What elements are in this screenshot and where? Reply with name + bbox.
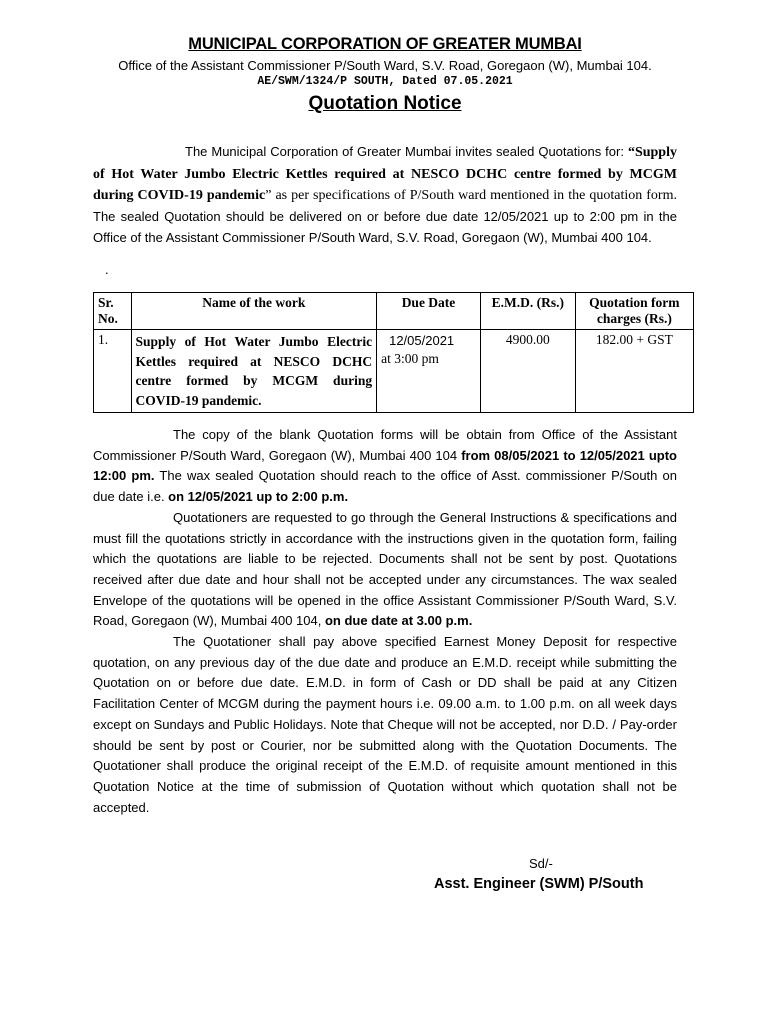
- reference-number: AE/SWM/1324/P SOUTH, Dated 07.05.2021: [257, 75, 513, 88]
- paragraph-form-availability: [93, 425, 677, 508]
- table-row: [94, 330, 694, 413]
- notice-body: [93, 425, 677, 818]
- row-due-date: 12/05/2021: [389, 333, 455, 348]
- header-due-date: Due Date: [377, 293, 481, 330]
- p2-text-a: Quotationers are requested to go through the General Instructions & specifications and must fill the quotations strictly in accordance with the instructions given in the quotation form, failing which the quotations are liable to be rejected. Documents shall not be sent by post. Quotations received after due date and hour shall not be accepted under any circumstances. The wax sealed Envelope of the quotations will be opened in the office Assistant Commissioner P/South Ward, S.V. Road, Goregaon (W), Mumbai 400 104,: [93, 509, 677, 629]
- row-work-name: Supply of Hot Water Jumbo Electric Kettles required at NESCO DCHC centre formed by MCGM during COVID-19 pandemic.: [131, 330, 377, 413]
- paragraph-instructions: [93, 508, 677, 632]
- row-form-charges: 182.00 + GST: [575, 330, 693, 413]
- organization-title: MUNICIPAL CORPORATION OF GREATER MUMBAI: [188, 35, 582, 53]
- table-header-row: [94, 293, 694, 330]
- row-sr-no: 1.: [94, 330, 132, 413]
- p1-text-c: The wax sealed Quotation should reach to the office of Asst. commissioner P/South on due date i.e.: [93, 468, 677, 505]
- row-due-cell: [377, 330, 481, 413]
- p3-text: The Quotationer shall pay above specified Earnest Money Deposit for respective quotation, on any previous day of the due date and produce an E.M.D. receipt while submitting the Quotation on or before due date. E.M.D. in form of Cash or DD shall be paid at any Citizen Facilitation Center of MCGM during the payment hours i.e. 09.00 a.m. to 1.00 p.m. on all week days except on Sundays and Public Holidays. Note that Cheque will not be accepted, nor D.D. / Pay-order should be sent by post or Courier, nor be submitted along with the Quotation Documents. The Quotationer shall produce the original receipt of the E.M.D. of requisite amount mentioned in this Quotation Notice at the time of submission of Quotation without which quotation shall not be accepted.: [93, 634, 677, 815]
- notice-title: Quotation Notice: [308, 93, 462, 114]
- intro-after-subject: ” as per specifications of P/South ward mentioned in the quotation form.: [265, 188, 677, 204]
- header-work-name: Name of the work: [131, 293, 377, 330]
- p1-due: on 12/05/2021 up to 2:00 p.m.: [168, 489, 349, 505]
- p1-text-a: The copy of the blank Quotation forms will be obtain from Office of the Assistant Commissioner P/South Ward, Goregaon (W), Mumbai 400 104: [93, 427, 677, 463]
- intro-rest: The sealed Quotation should be delivered on or before due date 12/05/2021 up to 2:00 pm in the Office of the Assistant Commissioner P/South Ward, S.V. Road, Goregaon (W), Mumbai 400 104.: [93, 209, 677, 245]
- header-form-charges: Quotation form charges (Rs.): [575, 293, 693, 330]
- stray-dot: .: [105, 262, 109, 277]
- work-table: [93, 292, 694, 413]
- p2-opening: on due date at 3.00 p.m.: [324, 613, 473, 629]
- signatory-designation: Asst. Engineer (SWM) P/South: [434, 876, 644, 892]
- header-sr-no: Sr. No.: [94, 293, 132, 330]
- p1-dates: from 08/05/2021 to 12/05/2021 upto 12:00 pm.: [93, 447, 677, 484]
- row-due-time: at 3:00 pm: [381, 351, 439, 366]
- intro-paragraph: [93, 142, 677, 249]
- row-emd: 4900.00: [480, 330, 575, 413]
- paragraph-emd: [93, 632, 677, 818]
- intro-subject: “Supply of Hot Water Jumbo Electric Kettles required at NESCO DCHC centre formed by MCGM during COVID-19 pandemic: [93, 145, 677, 204]
- office-address: Office of the Assistant Commissioner P/South Ward, S.V. Road, Goregaon (W), Mumbai 104.: [118, 58, 652, 73]
- intro-lead: The Municipal Corporation of Greater Mumbai invites sealed Quotations for:: [185, 144, 624, 159]
- signature-sd: Sd/-: [529, 856, 553, 871]
- header-emd: E.M.D. (Rs.): [480, 293, 575, 330]
